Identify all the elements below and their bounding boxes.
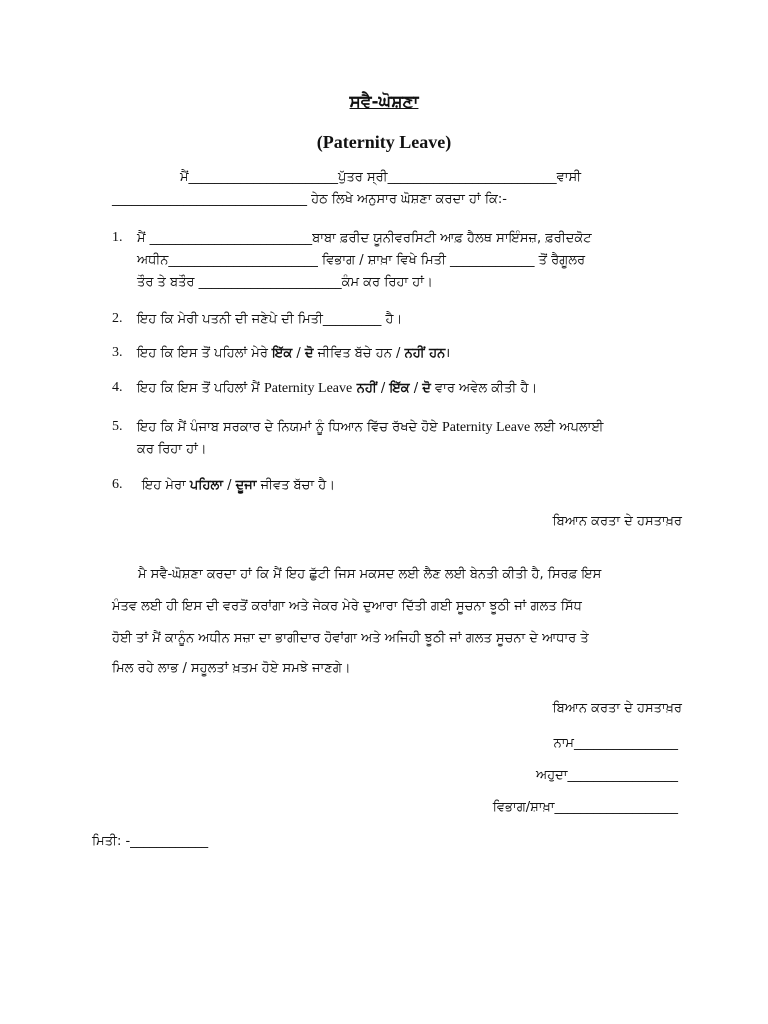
item-3-mid: ਜੀਵਿਤ ਬੱਚੇ ਹਨ / bbox=[313, 346, 405, 361]
item-5-pre: ਇਹ ਕਿ ਮੈਂ ਪੰਜਾਬ ਸਰਕਾਰ ਦੇ ਨਿਯਮਾਂ ਨੂੰ ਧਿਆਨ ਵਿੱਚ ਰੱਖਦੇ ਹੋਏ bbox=[137, 420, 442, 435]
item-3-number: 3. bbox=[112, 345, 123, 360]
item-3-pre: ਇਹ ਕਿ ਇਸ ਤੋਂ ਪਹਿਲਾਂ ਮੇਰੇ bbox=[137, 346, 273, 361]
intro-line-1: ਮੈਂ_______________________ਪੁੱਤਰ ਸ੍ਰੀ__________________________ਵਾਸੀ bbox=[180, 170, 582, 185]
item-3-option-none: ਨਹੀਂ ਹਨ bbox=[404, 346, 446, 361]
name-field: ਨਾਮ________________ bbox=[553, 736, 678, 751]
item-1-line-2: ਅਧੀਨ_______________________ ਵਿਭਾਗ / ਸ਼ਾਖ਼ਾ ਵਿਖੇ ਮਿਤੀ _____________ ਤੋਂ ਰੈਗੂਲਰ bbox=[137, 253, 586, 268]
item-1-number: 1. bbox=[112, 230, 123, 245]
department-field: ਵਿਭਾਗ/ਸ਼ਾਖ਼ਾ___________________ bbox=[492, 800, 678, 815]
item-2-number: 2. bbox=[112, 311, 123, 326]
intro-line-2: ______________________________ ਹੇਠ ਲਿਖੇ ਅਨੁਸਾਰ ਘੋਸ਼ਣਾ ਕਰਦਾ ਹਾਂ ਕਿ:- bbox=[112, 192, 507, 207]
item-3-sep: / bbox=[292, 346, 305, 361]
item-6-option-first: ਪਹਿਲਾ bbox=[189, 478, 223, 493]
item-1-line-3: ਤੌਰ ਤੇ ਬਤੌਰ ______________________ਕੰਮ ਕਰ ਰਿਹਾ ਹਾਂ। bbox=[137, 275, 433, 290]
item-5-number: 5. bbox=[112, 419, 123, 434]
item-4-leave-term: Paternity Leave bbox=[263, 381, 353, 396]
item-4-option-none: ਨਹੀਂ bbox=[352, 381, 377, 396]
item-5-line-2: ਕਰ ਰਿਹਾ ਹਾਂ। bbox=[137, 442, 207, 457]
item-3-end: । bbox=[445, 346, 451, 361]
item-3-option-two: ਦੋ bbox=[304, 346, 314, 361]
declaration-line-3: ਹੋਈ ਤਾਂ ਮੈਂ ਕਾਨੂੰਨ ਅਧੀਨ ਸਜ਼ਾ ਦਾ ਭਾਗੀਦਾਰ ਹੋਵਾਂਗਾ ਅਤੇ ਅਜਿਹੀ ਝੂਠੀ ਜਾਂ ਗਲਤ ਸੂਚਨਾ ਦੇ ਆਧਾਰ ਤੇ bbox=[112, 631, 589, 646]
item-6-end: ਜੀਵਤ ਬੱਚਾ ਹੈ। bbox=[256, 478, 336, 493]
item-4-sep-2: / bbox=[409, 381, 423, 396]
page-title: ਸਵੈ-ਘੋਸ਼ਣਾ bbox=[349, 92, 419, 112]
item-4-option-one: ਇੱਕ bbox=[389, 381, 410, 396]
declaration-line-2: ਮੰਤਵ ਲਈ ਹੀ ਇਸ ਦੀ ਵਰਤੋਂ ਕਰਾਂਗਾ ਅਤੇ ਜੇਕਰ ਮੇਰੇ ਦੁਆਰਾ ਦਿੱਤੀ ਗਈ ਸੂਚਨਾ ਝੂਠੀ ਜਾਂ ਗਲਤ ਸਿੱਧ bbox=[112, 599, 582, 614]
item-4-text bbox=[137, 379, 537, 399]
item-6-option-second: ਦੂਜਾ bbox=[235, 478, 257, 493]
page-subtitle: (Paternity Leave) bbox=[316, 132, 452, 152]
item-5-post: ਲਈ ਅਪਲਾਈ bbox=[530, 420, 604, 435]
item-6-text bbox=[142, 476, 335, 496]
signature-label-1: ਬਿਆਨ ਕਰਤਾ ਦੇ ਹਸਤਾਖ਼ਰ bbox=[552, 514, 682, 529]
item-4-end: ਵਾਰ ਅਵੇਲ ਕੀਤੀ ਹੈ। bbox=[430, 381, 538, 396]
item-4-option-two: ਦੋ bbox=[422, 381, 431, 396]
declaration-line-1: ਮੈ ਸਵੈ-ਘੋਸ਼ਣਾ ਕਰਦਾ ਹਾਂ ਕਿ ਮੈਂ ਇਹ ਛੁੱਟੀ ਜਿਸ ਮਕਸਦ ਲਈ ਲੈਣ ਲਈ ਬੇਨਤੀ ਕੀਤੀ ਹੈ, ਸਿਰਫ਼ ਇਸ bbox=[138, 567, 602, 582]
declaration-line-4: ਮਿਲ ਰਹੇ ਲਾਭ / ਸਹੂਲਤਾਂ ਖ਼ਤਮ ਹੋਏ ਸਮਝੇ ਜਾਣਗੇ। bbox=[112, 661, 351, 676]
item-2-text: ਇਹ ਕਿ ਮੇਰੀ ਪਤਨੀ ਦੀ ਜਣੇਪੇ ਦੀ ਮਿਤੀ_________ ਹੈ। bbox=[137, 312, 403, 327]
item-4-sep-1: / bbox=[376, 381, 390, 396]
item-6-sep: / bbox=[222, 478, 236, 493]
date-field: ਮਿਤੀ: -____________ bbox=[92, 834, 209, 849]
item-3-text bbox=[137, 344, 450, 364]
signature-label-2: ਬਿਆਨ ਕਰਤਾ ਦੇ ਹਸਤਾਖ਼ਰ bbox=[552, 701, 682, 716]
item-6-pre: ਇਹ ਮੇਰਾ bbox=[142, 478, 190, 493]
designation-field: ਅਹੁਦਾ_________________ bbox=[536, 768, 678, 783]
item-1-line-1: ਮੈਂ _________________________ਬਾਬਾ ਫ਼ਰੀਦ ਯੂਨੀਵਰਸਿਟੀ ਆਫ਼ ਹੈਲਥ ਸਾਇੰਸਜ਼, ਫ਼ਰੀਦਕੋਟ bbox=[137, 231, 592, 246]
item-5-leave-term: Paternity Leave bbox=[441, 420, 531, 435]
item-6-number: 6. bbox=[112, 477, 123, 492]
item-4-pre: ਇਹ ਕਿ ਇਸ ਤੋਂ ਪਹਿਲਾਂ ਮੈਂ bbox=[137, 381, 264, 396]
item-3-option-one: ਇੱਕ bbox=[272, 346, 293, 361]
item-4-number: 4. bbox=[112, 380, 123, 395]
item-5-line-1 bbox=[137, 418, 603, 438]
